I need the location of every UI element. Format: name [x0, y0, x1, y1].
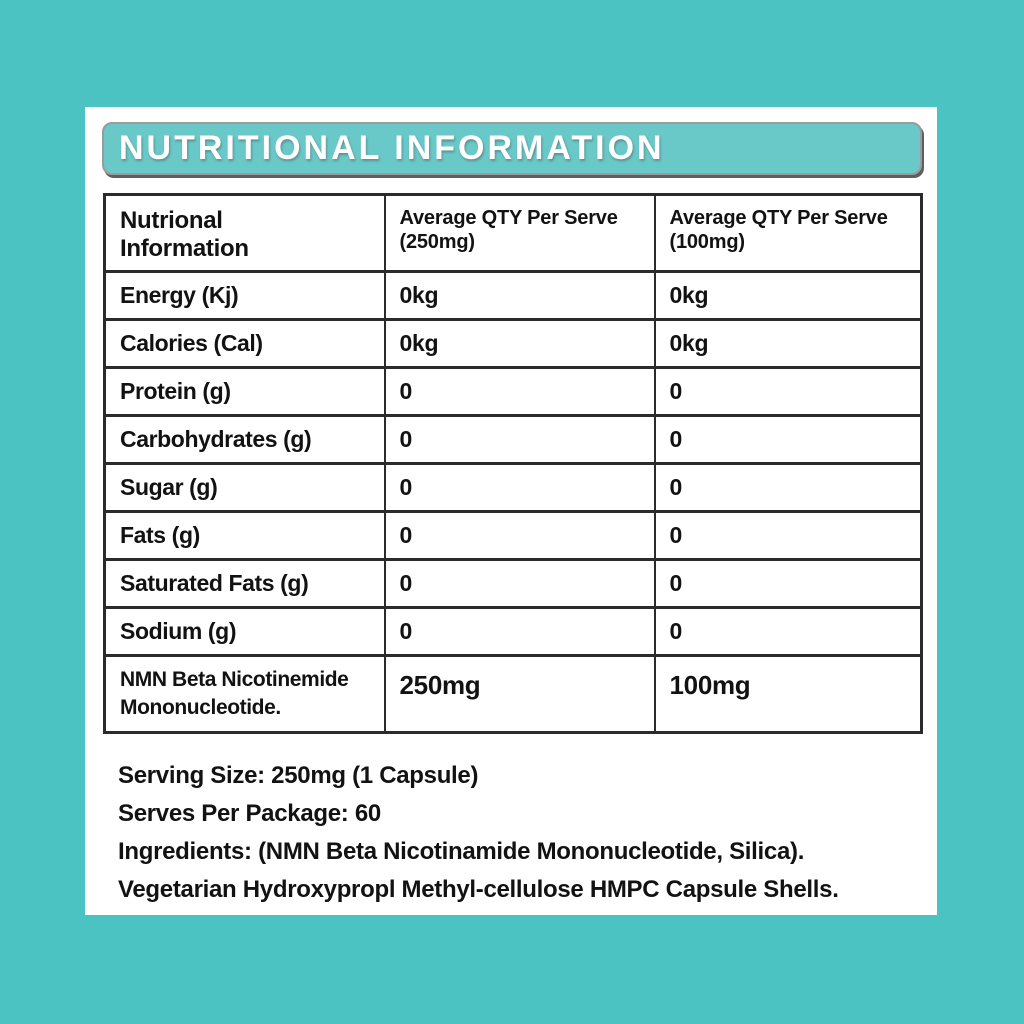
row-value-100: 0 — [655, 368, 922, 416]
row-label: Carbohydrates (g) — [105, 416, 385, 464]
row-value-250: 0 — [385, 416, 655, 464]
row-label: Protein (g) — [105, 368, 385, 416]
col-header-serve-100 — [655, 195, 922, 272]
table-row-nmn — [105, 656, 922, 733]
row-label: Sugar (g) — [105, 464, 385, 512]
row-value-100: 0 — [655, 464, 922, 512]
row-label: Energy (Kj) — [105, 272, 385, 320]
ingredients-line: Ingredients: (NMN Beta Nicotinamide Mononucleotide, Silica). — [118, 838, 805, 865]
capsule-shells-line: Vegetarian Hydroxypropl Methyl-cellulose HMPC Capsule Shells. — [118, 876, 839, 903]
table-row-sodium — [105, 608, 922, 656]
table-row-fats — [105, 512, 922, 560]
table-row-protein — [105, 368, 922, 416]
col-header-line: (100mg) — [669, 230, 745, 253]
page-title: NUTRITIONAL INFORMATION — [119, 129, 665, 167]
row-value-100: 0kg — [655, 272, 922, 320]
table-header-row — [105, 195, 922, 272]
row-value-250: 0 — [385, 368, 655, 416]
col-header-line: Information — [120, 235, 249, 263]
table-row-calories — [105, 320, 922, 368]
row-value-250: 0kg — [385, 272, 655, 320]
table-row-saturated-fats — [105, 560, 922, 608]
row-value-250: 250mg — [385, 656, 655, 733]
row-label: NMN Beta Nicotinemide Mononucleotide. — [105, 656, 385, 733]
col-header-nutrition — [105, 195, 385, 272]
col-header-line: Nutrional — [120, 207, 223, 234]
table-row-energy — [105, 272, 922, 320]
row-value-250: 0 — [385, 608, 655, 656]
row-label: Calories (Cal) — [105, 320, 385, 368]
col-header-serve-250 — [385, 195, 655, 272]
row-label: Saturated Fats (g) — [105, 560, 385, 608]
row-value-100: 0kg — [655, 320, 922, 368]
table-row-carbohydrates — [105, 416, 922, 464]
row-value-100: 0 — [655, 560, 922, 608]
serving-size-line: Serving Size: 250mg (1 Capsule) — [118, 762, 479, 789]
col-header-line: (250mg) — [399, 230, 475, 253]
row-value-250: 0 — [385, 512, 655, 560]
row-value-100: 100mg — [655, 656, 922, 733]
row-value-100: 0 — [655, 608, 922, 656]
nutrition-table — [103, 193, 923, 734]
row-label: Sodium (g) — [105, 608, 385, 656]
row-value-250: 0 — [385, 560, 655, 608]
label-card — [85, 107, 937, 915]
col-header-line: Average QTY Per Serve — [399, 207, 618, 229]
row-value-100: 0 — [655, 512, 922, 560]
title-bar — [102, 122, 922, 175]
row-value-250: 0 — [385, 464, 655, 512]
row-label: Fats (g) — [105, 512, 385, 560]
serves-per-package-line: Serves Per Package: 60 — [118, 800, 381, 827]
row-value-250: 0kg — [385, 320, 655, 368]
footer-notes — [118, 757, 918, 909]
row-value-100: 0 — [655, 416, 922, 464]
col-header-line: Average QTY Per Serve — [669, 207, 888, 229]
table-row-sugar — [105, 464, 922, 512]
